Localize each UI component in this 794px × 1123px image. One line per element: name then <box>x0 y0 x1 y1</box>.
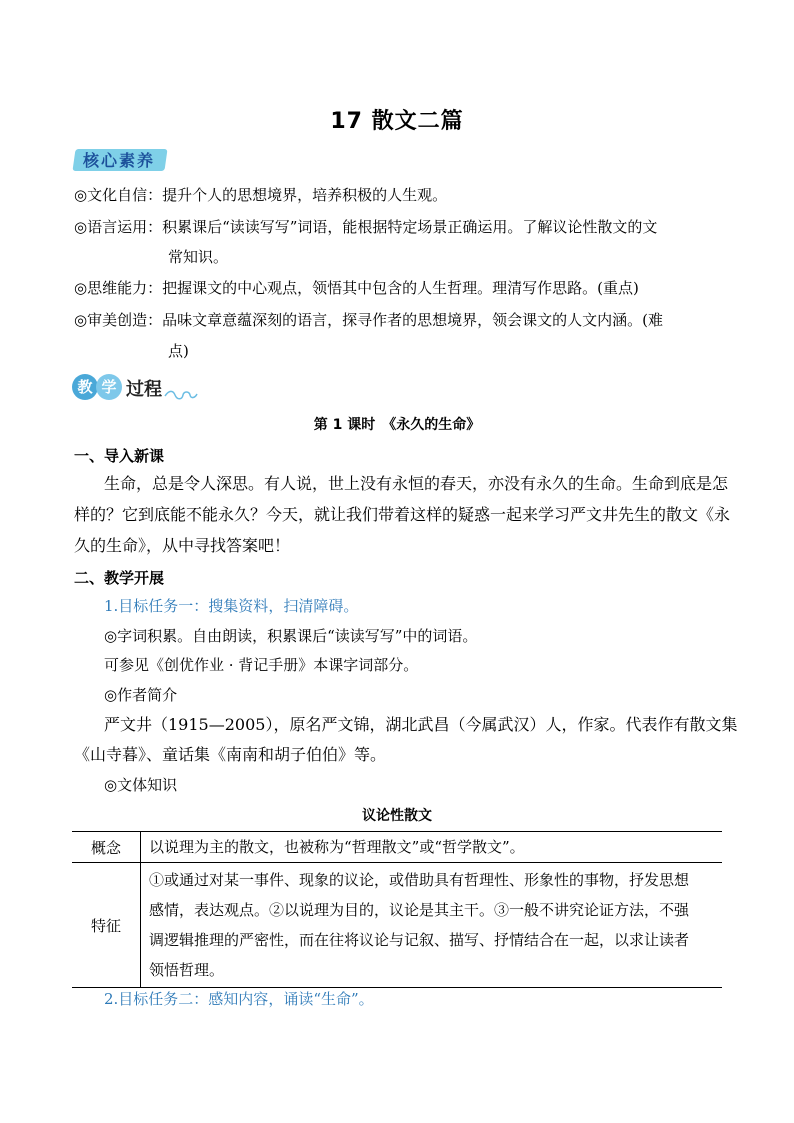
goal-language <box>74 217 657 237</box>
intro-paragraph-line: 生命，总是令人深思。有人说，世上没有永恒的春天，亦没有永久的生命。生命到底是怎 <box>104 474 729 493</box>
table-title: 议论性散文 <box>362 808 432 824</box>
table-value-line: ①或通过对某一事件、现象的议论，或借助具有哲理性、形象性的事物，抒发思想 <box>149 871 690 889</box>
goal-label: ◎思维能力： <box>74 279 163 297</box>
badge-circle: 教 <box>72 374 98 400</box>
section-heading: 二、教学开展 <box>74 569 165 587</box>
teaching-process-badge <box>72 374 202 404</box>
goal-text: 提升个人的思想境界，培养积极的人生观。 <box>162 186 448 204</box>
goal-text: 品味文章意蕴深刻的语言，探寻作者的思想境界，领会课文的人文内涵。(难 <box>162 311 663 329</box>
table-value <box>141 863 723 988</box>
goal-culture <box>74 185 447 205</box>
table-value-line: 以说理为主的散文，也被称为“哲理散文”或“哲学散文”。 <box>149 838 525 856</box>
intro-paragraph-line: 样的？它到底能不能永久？今天，就让我们带着这样的疑惑一起来学习严文井先生的散文《永 <box>74 505 731 524</box>
goal-text-continued: 点) <box>168 342 189 360</box>
goal-text: 积累课后“读读写写”词语，能根据特定场景正确运用。了解议论性散文的文 <box>162 218 658 236</box>
table-value-line: 感情，表达观点。②以说理为目的，议论是其主干。③一般不讲究论证方法，不强 <box>149 901 690 919</box>
genre-table <box>72 831 722 988</box>
intro-paragraph-line: 久的生命》，从中寻找答案吧！ <box>74 536 291 555</box>
table-key: 概念 <box>72 832 141 863</box>
genre-heading: ◎文体知识 <box>104 776 178 794</box>
goal-text-continued: 常知识。 <box>168 248 229 266</box>
core-competence-badge <box>74 146 168 173</box>
lesson-title: 第 1 课时 《永久的生命》 <box>313 417 481 433</box>
goal-text: 把握课文的中心观点，领悟其中包含的人生哲理。理清写作思路。(重点) <box>162 279 639 297</box>
author-heading: ◎作者简介 <box>104 686 178 704</box>
table-row <box>72 863 722 988</box>
table-value-line: 调逻辑推理的严密性，而在往将议论与记叙、描写、抒情结合在一起，以求让读者 <box>149 931 690 949</box>
wave-decoration-icon <box>164 388 198 402</box>
vocab-note: ◎字词积累。自由朗读，积累课后“读读写写”中的词语。 <box>104 627 478 645</box>
goal-label: ◎文化自信： <box>74 186 163 204</box>
goal-thinking <box>74 278 639 298</box>
author-intro-line: 严文井（1915—2005），原名严文锦，湖北武昌（今属武汉）人，作家。代表作有散文集 <box>104 715 738 734</box>
table-value <box>141 832 723 863</box>
goal-aesthetic <box>74 310 663 330</box>
page-title: 17 散文二篇 <box>330 109 464 134</box>
goal-label: ◎语言运用： <box>74 218 163 236</box>
table-value-line: 领悟哲理。 <box>149 961 225 979</box>
process-label: 过程 <box>126 379 162 400</box>
reference-note: 可参见《创优作业 · 背记手册》本课字词部分。 <box>104 656 419 674</box>
goal-label: ◎审美创造： <box>74 311 163 329</box>
author-intro-line: 《山寺暮》、童话集《南南和胡子伯伯》等。 <box>74 745 387 764</box>
table-key: 特征 <box>72 863 141 988</box>
badge-circle: 学 <box>96 374 122 400</box>
section-heading: 一、导入新课 <box>74 447 165 465</box>
task-one: 1.目标任务一：搜集资料，扫清障碍。 <box>104 597 359 615</box>
task-two: 2.目标任务二：感知内容，诵读“生命”。 <box>104 990 374 1008</box>
table-row <box>72 832 722 863</box>
core-competence-label: 核心素养 <box>83 151 156 170</box>
